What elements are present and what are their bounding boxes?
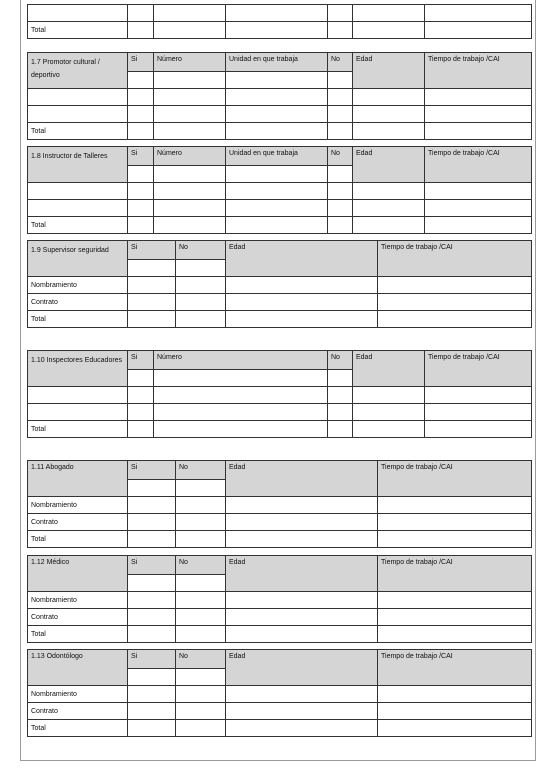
section-title: 1.8 Instructor de Talleres (28, 147, 128, 183)
col-edad: Edad (226, 650, 378, 686)
row-label: Total (28, 311, 128, 328)
total-label: Total (28, 421, 128, 438)
row-label: Contrato (28, 294, 128, 311)
table-supervisor-seguridad (27, 240, 532, 328)
table-row (28, 720, 532, 737)
table-continuation (27, 4, 532, 39)
table-odontologo (27, 649, 532, 737)
col-edad: Edad (226, 461, 378, 497)
row-label: Total (28, 720, 128, 737)
table-row (28, 106, 532, 123)
col-no: No (176, 461, 226, 480)
col-tiempo: Tiempo de trabajo /CAI (425, 147, 532, 183)
table-row (28, 200, 532, 217)
section-title: 1.13 Odontólogo (28, 650, 128, 686)
col-tiempo: Tiempo de trabajo /CAI (378, 650, 532, 686)
col-numero: Número (154, 351, 328, 370)
col-si: Si (128, 241, 176, 260)
row-label: Nombramiento (28, 592, 128, 609)
col-edad: Edad (353, 53, 425, 89)
table-row (28, 421, 532, 438)
col-numero: Número (154, 147, 226, 166)
col-no: No (176, 650, 226, 669)
col-tiempo: Tiempo de trabajo /CAI (425, 351, 532, 387)
col-edad: Edad (226, 556, 378, 592)
col-tiempo: Tiempo de trabajo /CAI (378, 241, 532, 277)
row-label: Total (28, 626, 128, 643)
row-label: Nombramiento (28, 277, 128, 294)
row-label: Contrato (28, 609, 128, 626)
table-row (28, 123, 532, 140)
col-si: Si (128, 461, 176, 480)
table-row (28, 5, 532, 22)
section-title: 1.11 Abogado (28, 461, 128, 497)
table-row (28, 22, 532, 39)
table-row (28, 217, 532, 234)
col-edad: Edad (353, 351, 425, 387)
section-title: 1.7 Promotor cultural / deportivo (28, 53, 128, 89)
total-label: Total (28, 217, 128, 234)
col-no: No (328, 351, 353, 370)
col-si: Si (128, 351, 154, 370)
total-label: Total (28, 22, 128, 39)
table-row (28, 277, 532, 294)
col-no: No (328, 147, 353, 166)
row-label: Nombramiento (28, 686, 128, 703)
col-edad: Edad (226, 241, 378, 277)
document-page (20, 0, 536, 761)
table-row (28, 404, 532, 421)
table-row (28, 703, 532, 720)
table-row (28, 183, 532, 200)
row-label: Nombramiento (28, 497, 128, 514)
section-title: 1.12 Médico (28, 556, 128, 592)
col-edad: Edad (353, 147, 425, 183)
table-row (28, 626, 532, 643)
col-no: No (176, 241, 226, 260)
col-tiempo: Tiempo de trabajo /CAI (378, 556, 532, 592)
section-title: 1.9 Supervisor seguridad (28, 241, 128, 277)
table-row (28, 531, 532, 548)
table-row (28, 514, 532, 531)
table-row (28, 294, 532, 311)
col-tiempo: Tiempo de trabajo /CAI (378, 461, 532, 497)
col-si: Si (128, 556, 176, 575)
table-row (28, 497, 532, 514)
col-no: No (176, 556, 226, 575)
row-label: Contrato (28, 703, 128, 720)
col-si: Si (128, 650, 176, 669)
col-unidad: Unidad en que trabaja (226, 147, 328, 166)
col-no: No (328, 53, 353, 72)
table-row (28, 609, 532, 626)
table-row (28, 592, 532, 609)
table-medico (27, 555, 532, 643)
row-label: Total (28, 531, 128, 548)
table-promotor-cultural (27, 52, 532, 140)
table-row (28, 311, 532, 328)
row-label: Contrato (28, 514, 128, 531)
section-title: 1.10 Inspectores Educadores (28, 351, 128, 387)
table-row (28, 387, 532, 404)
table-inspectores-educadores (27, 350, 532, 438)
total-label: Total (28, 123, 128, 140)
table-instructor-talleres (27, 146, 532, 234)
table-row (28, 686, 532, 703)
col-si: Si (128, 53, 154, 72)
col-numero: Número (154, 53, 226, 72)
table-abogado (27, 460, 532, 548)
table-row (28, 89, 532, 106)
col-si: Si (128, 147, 154, 166)
col-unidad: Unidad en que trabaja (226, 53, 328, 72)
col-tiempo: Tiempo de trabajo /CAI (425, 53, 532, 89)
